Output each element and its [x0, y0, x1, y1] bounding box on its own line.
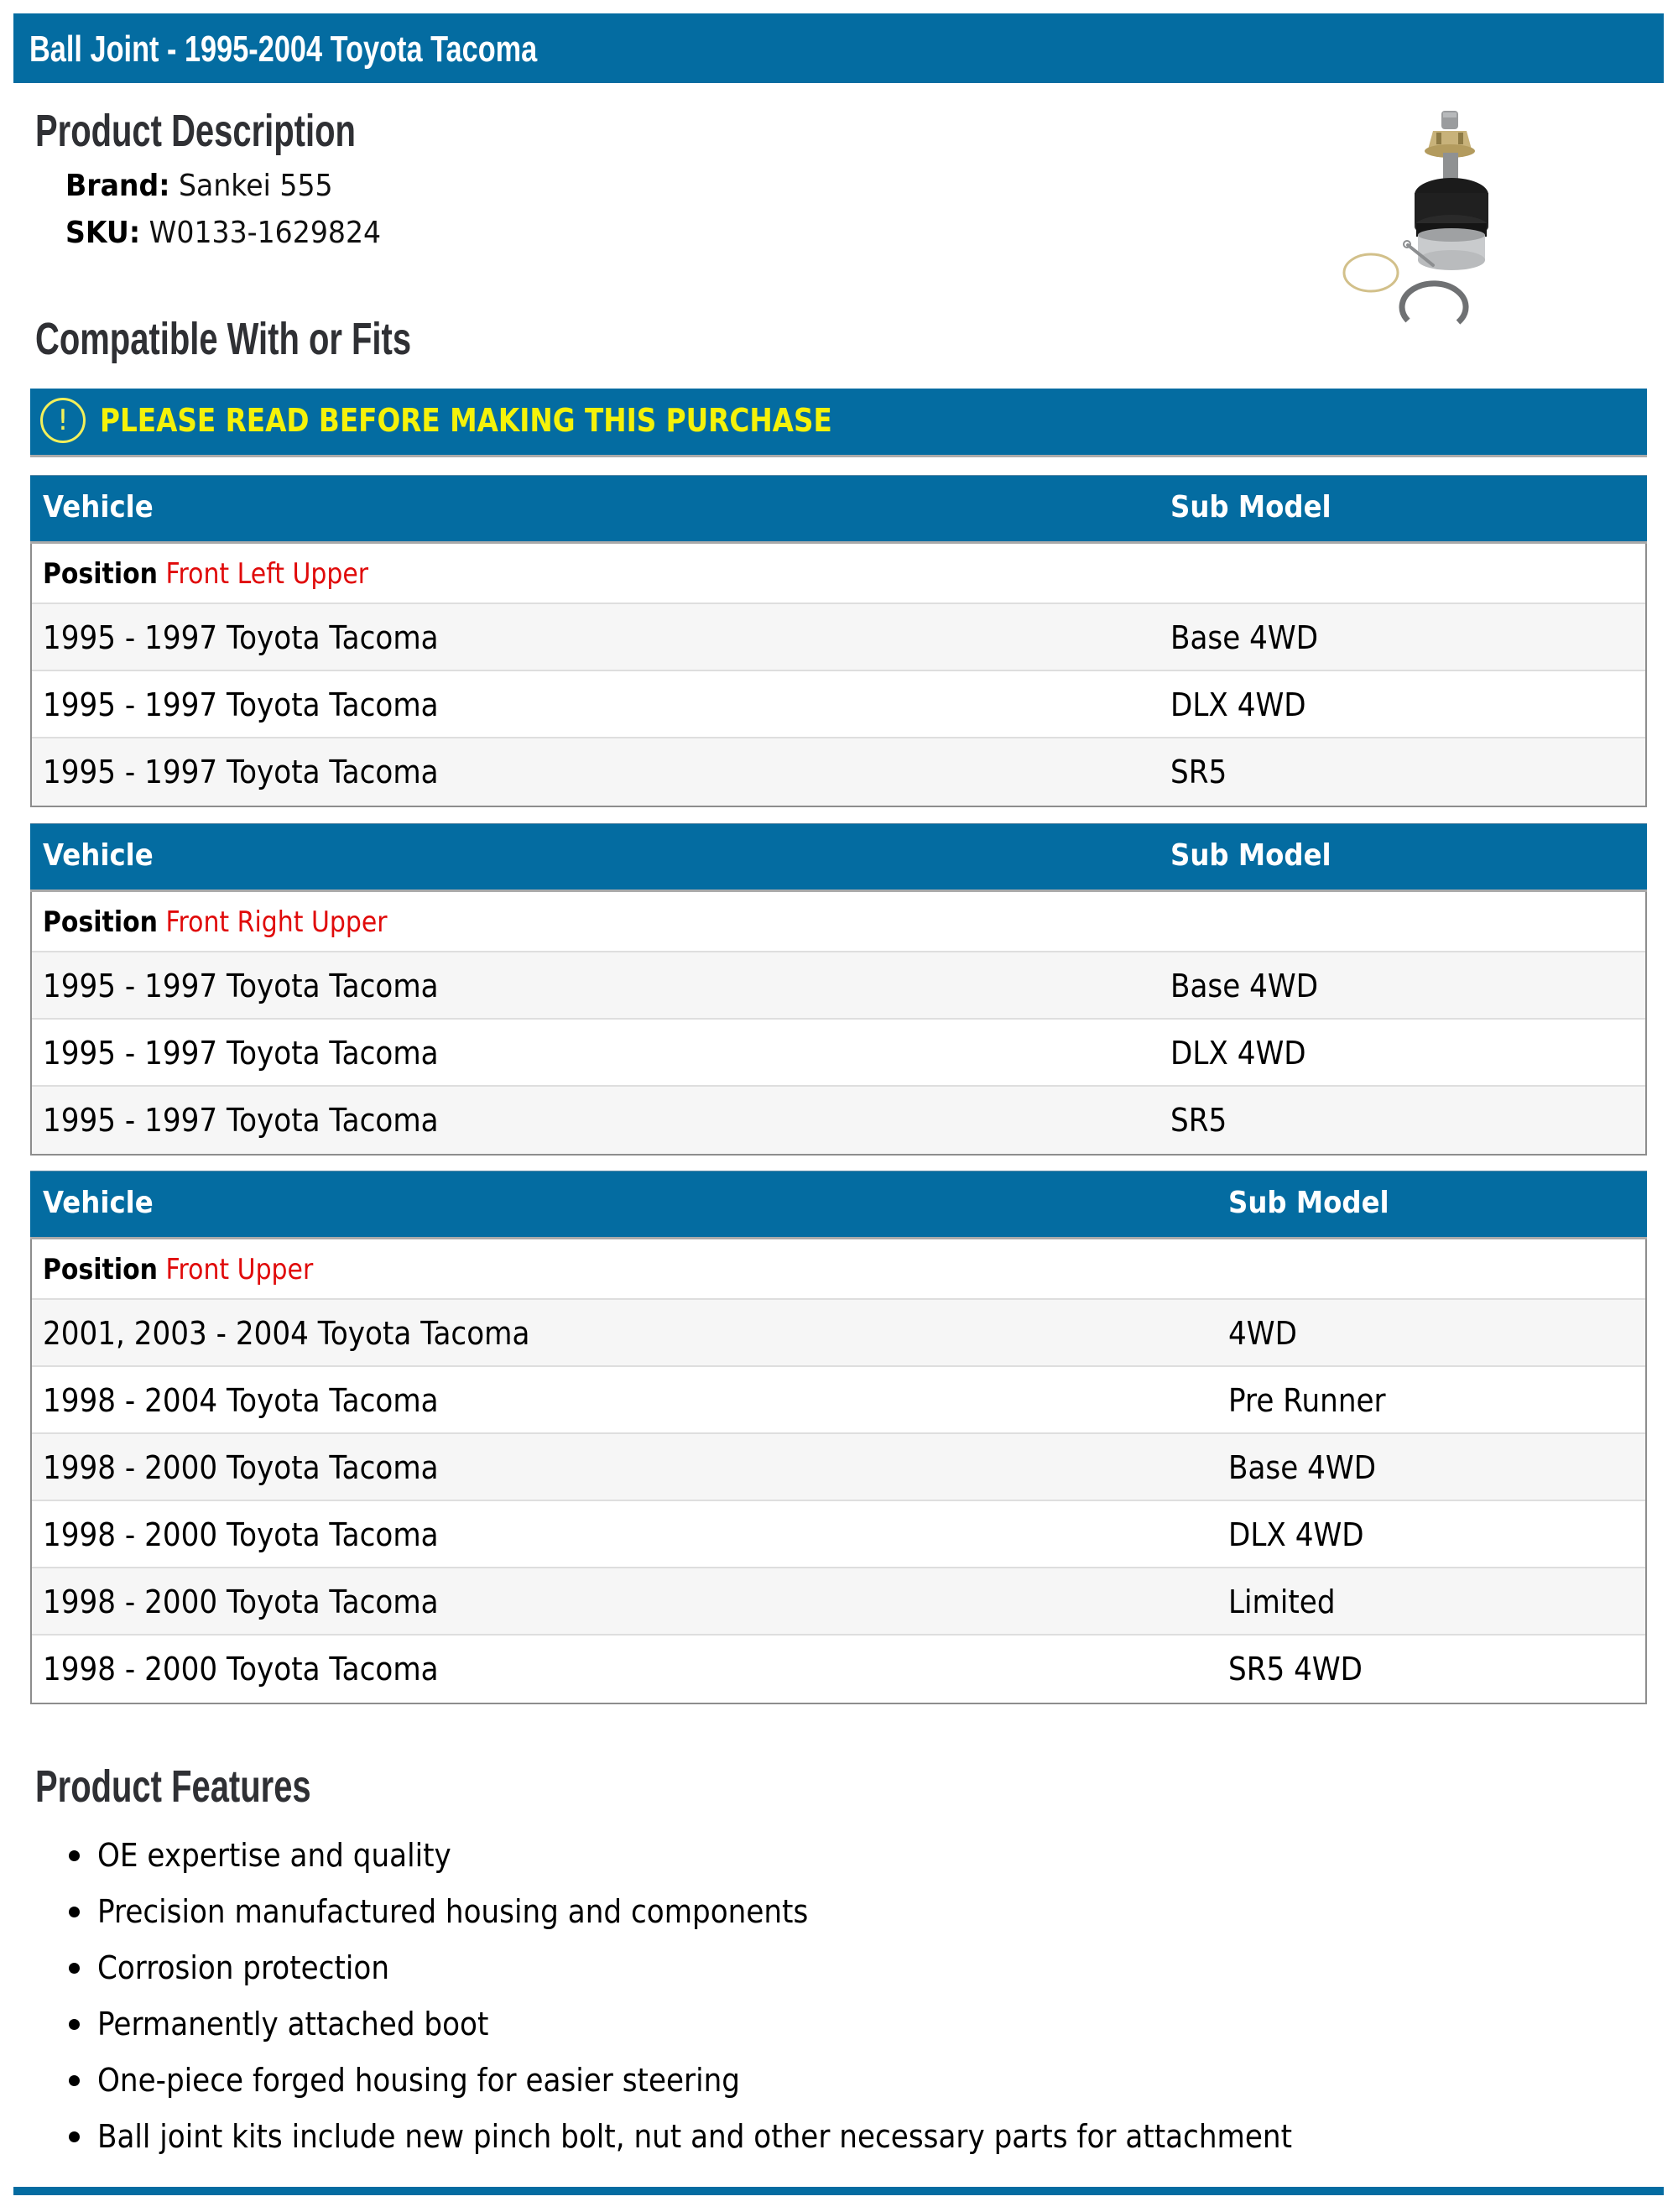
table-row	[32, 1568, 1645, 1636]
fitment-table-front-right-upper	[30, 823, 1647, 1156]
product-features-heading: Product Features	[35, 1761, 311, 1812]
column-header-sub-model: Sub Model	[1170, 490, 1331, 524]
column-header-vehicle: Vehicle	[43, 838, 154, 873]
table-row	[32, 1501, 1645, 1568]
position-label: Position	[43, 905, 158, 939]
table-row	[32, 1636, 1645, 1703]
feature-text: Corrosion protection	[97, 1949, 390, 1986]
exclamation-circle-icon: !	[40, 398, 86, 443]
feature-text: One-piece forged housing for easier steering	[97, 2062, 740, 2099]
table-header	[30, 1171, 1647, 1239]
vehicle-cell: 1995 - 1997 Toyota Tacoma	[43, 968, 439, 1004]
position-label: Position	[43, 557, 158, 591]
purchase-alert-banner	[30, 389, 1647, 457]
column-header-sub-model: Sub Model	[1170, 838, 1331, 873]
bullet-icon	[69, 1850, 80, 1861]
fitment-table-front-upper	[30, 1171, 1647, 1704]
sku-value: W0133-1629824	[149, 216, 382, 250]
submodel-cell: SR5 4WD	[1228, 1651, 1363, 1688]
sku-line	[65, 215, 381, 252]
table-header	[30, 475, 1647, 544]
compatibility-heading: Compatible With or Fits	[35, 314, 412, 364]
vehicle-cell: 1998 - 2000 Toyota Tacoma	[43, 1583, 439, 1620]
position-row	[32, 544, 1645, 604]
feature-text: Permanently attached boot	[97, 2006, 489, 2042]
vehicle-cell: 1998 - 2000 Toyota Tacoma	[43, 1516, 439, 1553]
brand-label: Brand:	[65, 169, 170, 203]
alert-text: PLEASE READ BEFORE MAKING THIS PURCHASE	[100, 402, 832, 439]
brand-value: Sankei 555	[178, 169, 333, 203]
list-item	[0, 1942, 1594, 1998]
position-value: Front Left Upper	[165, 557, 369, 591]
bullet-icon	[69, 2131, 80, 2142]
bullet-icon	[69, 2075, 80, 2086]
bullet-icon	[69, 1963, 80, 1974]
vehicle-cell: 1998 - 2000 Toyota Tacoma	[43, 1449, 439, 1486]
brand-line	[65, 168, 333, 205]
vehicle-cell: 1998 - 2000 Toyota Tacoma	[43, 1651, 439, 1688]
table-row	[32, 1020, 1645, 1087]
page-title: Ball Joint - 1995-2004 Toyota Tacoma	[29, 29, 538, 70]
table-row	[32, 604, 1645, 671]
column-header-sub-model: Sub Model	[1228, 1186, 1389, 1220]
vehicle-cell: 1995 - 1997 Toyota Tacoma	[43, 1035, 439, 1072]
feature-text: Ball joint kits include new pinch bolt, nut and other necessary parts for attachment	[97, 2118, 1292, 2155]
feature-text: OE expertise and quality	[97, 1837, 451, 1874]
column-header-vehicle: Vehicle	[43, 490, 154, 524]
vehicle-cell: 1995 - 1997 Toyota Tacoma	[43, 619, 439, 656]
sku-label: SKU:	[65, 216, 141, 250]
position-row	[32, 892, 1645, 952]
table-row	[32, 738, 1645, 806]
submodel-cell: Base 4WD	[1170, 968, 1319, 1004]
submodel-cell: 4WD	[1228, 1315, 1297, 1352]
vehicle-cell: 2001, 2003 - 2004 Toyota Tacoma	[43, 1315, 530, 1352]
list-item	[0, 1998, 1594, 2054]
bullet-icon	[69, 2019, 80, 2030]
table-row	[32, 1087, 1645, 1154]
submodel-cell: Base 4WD	[1228, 1449, 1377, 1486]
product-image	[1326, 101, 1493, 336]
table-row	[32, 1300, 1645, 1367]
submodel-cell: Pre Runner	[1228, 1382, 1386, 1419]
title-bar	[13, 13, 1664, 83]
bullet-icon	[69, 1907, 80, 1917]
column-header-vehicle: Vehicle	[43, 1186, 154, 1220]
position-value: Front Right Upper	[165, 905, 388, 939]
table-row	[32, 1434, 1645, 1501]
submodel-cell: SR5	[1170, 1102, 1227, 1139]
position-value: Front Upper	[165, 1253, 314, 1286]
vehicle-cell: 1995 - 1997 Toyota Tacoma	[43, 754, 439, 790]
table-row	[32, 671, 1645, 738]
product-description-heading: Product Description	[35, 106, 356, 156]
vehicle-cell: 1995 - 1997 Toyota Tacoma	[43, 686, 439, 723]
feature-text: Precision manufactured housing and components	[97, 1893, 809, 1930]
submodel-cell: DLX 4WD	[1228, 1516, 1364, 1553]
submodel-cell: DLX 4WD	[1170, 686, 1306, 723]
position-row	[32, 1239, 1645, 1300]
table-row	[32, 1367, 1645, 1434]
table-row	[32, 952, 1645, 1020]
table-header	[30, 823, 1647, 892]
footer-divider	[13, 2187, 1664, 2195]
list-item	[0, 1829, 1594, 1886]
submodel-cell: Base 4WD	[1170, 619, 1319, 656]
submodel-cell: Limited	[1228, 1583, 1336, 1620]
vehicle-cell: 1998 - 2004 Toyota Tacoma	[43, 1382, 439, 1419]
list-item	[0, 2110, 1594, 2167]
position-label: Position	[43, 1253, 158, 1286]
vehicle-cell: 1995 - 1997 Toyota Tacoma	[43, 1102, 439, 1139]
submodel-cell: SR5	[1170, 754, 1227, 790]
list-item	[0, 1886, 1594, 1942]
list-item	[0, 2054, 1594, 2110]
submodel-cell: DLX 4WD	[1170, 1035, 1306, 1072]
fitment-table-front-left-upper	[30, 475, 1647, 807]
